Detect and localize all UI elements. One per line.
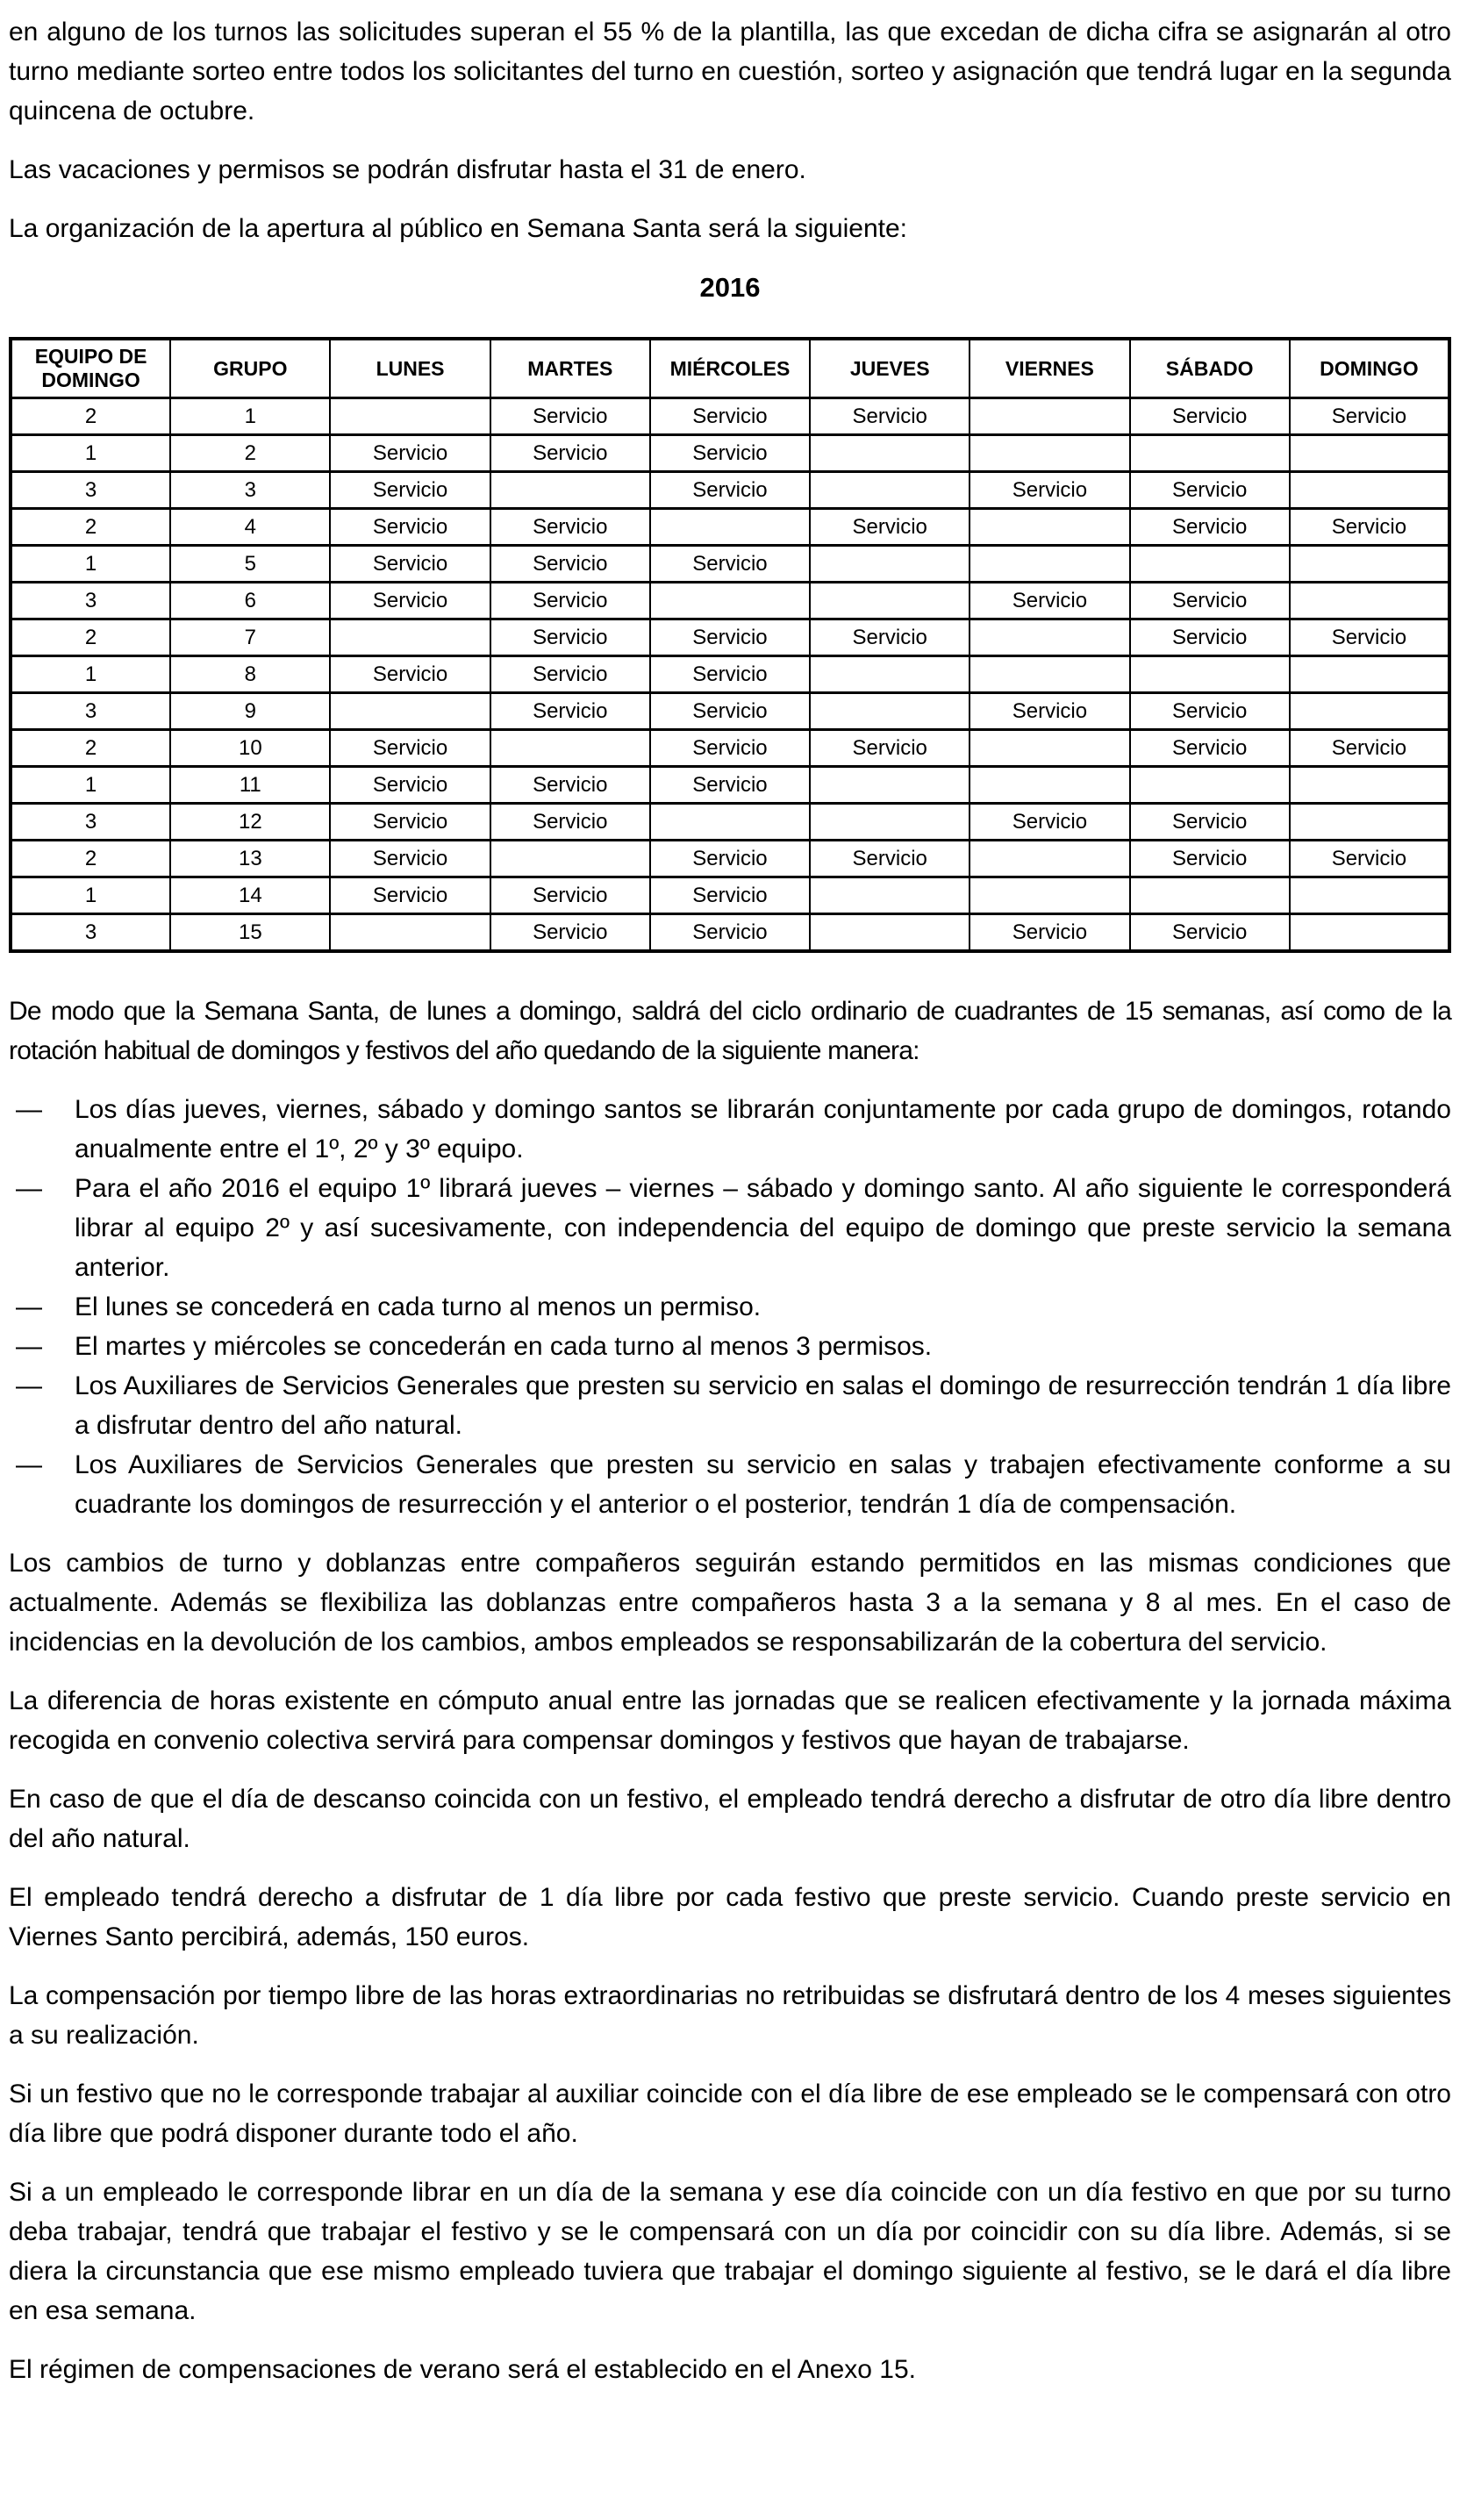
table-cell: Servicio <box>1130 841 1290 877</box>
table-cell: 3 <box>11 804 170 841</box>
table-cell: Servicio <box>1130 804 1290 841</box>
table-cell: 14 <box>170 877 330 914</box>
table-cell: Servicio <box>970 914 1129 952</box>
schedule-table-body <box>11 398 1449 952</box>
table-cell <box>1290 435 1449 472</box>
table-cell: Servicio <box>970 583 1129 619</box>
table-cell <box>970 767 1129 804</box>
table-cell: Servicio <box>650 398 810 435</box>
table-row <box>11 472 1449 509</box>
table-row <box>11 435 1449 472</box>
table-cell: 5 <box>170 546 330 583</box>
table-cell: 1 <box>11 767 170 804</box>
table-cell <box>810 767 970 804</box>
table-cell: 6 <box>170 583 330 619</box>
table-cell: Servicio <box>1130 472 1290 509</box>
table-cell: 7 <box>170 619 330 656</box>
table-cell: Servicio <box>810 841 970 877</box>
table-cell: Servicio <box>650 693 810 730</box>
table-cell: 3 <box>11 914 170 952</box>
table-cell <box>490 730 650 767</box>
table-cell: Servicio <box>1290 509 1449 546</box>
table-row <box>11 767 1449 804</box>
table-cell <box>1290 472 1449 509</box>
table-cell: 3 <box>170 472 330 509</box>
intro-section <box>9 12 1451 248</box>
table-cell <box>1290 804 1449 841</box>
table-cell <box>1130 877 1290 914</box>
table-cell <box>490 841 650 877</box>
paragraph: En caso de que el día de descanso coincida con un festivo, el empleado tendrá derecho a disfrutar de otro día libre dentro del año natural. <box>9 1785 1451 1853</box>
column-header: JUEVES <box>810 339 970 398</box>
table-row <box>11 693 1449 730</box>
table-cell <box>330 619 490 656</box>
list-item <box>9 1445 1451 1524</box>
table-cell: Servicio <box>330 472 490 509</box>
table-cell: Servicio <box>490 767 650 804</box>
table-cell <box>970 398 1129 435</box>
column-header: SÁBADO <box>1130 339 1290 398</box>
closing-section <box>9 1543 1451 2389</box>
table-cell: Servicio <box>970 693 1129 730</box>
dash-marker: — <box>16 1095 42 1124</box>
table-row <box>11 509 1449 546</box>
table-cell: Servicio <box>330 509 490 546</box>
table-cell: 2 <box>11 730 170 767</box>
table-cell <box>1290 656 1449 693</box>
table-row <box>11 546 1449 583</box>
table-cell: Servicio <box>1290 841 1449 877</box>
table-cell <box>1130 435 1290 472</box>
table-cell: Servicio <box>650 435 810 472</box>
table-cell: Servicio <box>1130 583 1290 619</box>
table-row <box>11 877 1449 914</box>
list-item-text: El martes y miércoles se concederán en cada turno al menos 3 permisos. <box>75 1332 933 1361</box>
table-cell <box>1130 767 1290 804</box>
column-header: GRUPO <box>170 339 330 398</box>
table-cell: Servicio <box>330 804 490 841</box>
table-cell <box>810 693 970 730</box>
table-cell <box>810 435 970 472</box>
table-cell: Servicio <box>330 841 490 877</box>
table-cell: Servicio <box>490 656 650 693</box>
table-cell: 1 <box>11 877 170 914</box>
table-row <box>11 619 1449 656</box>
table-cell: Servicio <box>1130 693 1290 730</box>
table-cell <box>810 546 970 583</box>
column-header: EQUIPO DE DOMINGO <box>11 339 170 398</box>
table-cell: Servicio <box>490 546 650 583</box>
table-cell: Servicio <box>970 472 1129 509</box>
table-cell: 13 <box>170 841 330 877</box>
table-cell <box>1290 546 1449 583</box>
table-cell <box>1290 693 1449 730</box>
table-cell <box>970 656 1129 693</box>
table-cell: 3 <box>11 472 170 509</box>
table-header-row <box>11 339 1449 398</box>
dash-marker: — <box>16 1450 42 1479</box>
dash-marker: — <box>16 1292 42 1321</box>
table-cell: 2 <box>11 509 170 546</box>
table-row <box>11 730 1449 767</box>
table-cell <box>1130 546 1290 583</box>
table-cell <box>1290 767 1449 804</box>
paragraph: en alguno de los turnos las solicitudes superan el 55 % de la plantilla, las que excedan de dicha cifra se asignarán al otro turno mediante sorteo entre todos los solicitantes del turno en cuestión, sorteo y asignación que tendrá lugar en la segunda quincena de octubre. <box>9 18 1451 125</box>
list-item-text: Los días jueves, viernes, sábado y domingo santos se librarán conjuntamente por cada grupo de domingos, rotando anualmente entre el 1º, 2º y 3º equipo. <box>75 1095 1451 1163</box>
list-item <box>9 1287 1451 1327</box>
paragraph: El empleado tendrá derecho a disfrutar de 1 día libre por cada festivo que preste servicio. Cuando preste servicio en Viernes Santo percibirá, además, 150 euros. <box>9 1883 1451 1951</box>
list-item <box>9 1169 1451 1287</box>
table-row <box>11 398 1449 435</box>
table-cell <box>970 841 1129 877</box>
table-cell: 2 <box>11 619 170 656</box>
table-cell <box>810 804 970 841</box>
table-cell: Servicio <box>1290 619 1449 656</box>
table-cell: 12 <box>170 804 330 841</box>
table-cell: Servicio <box>650 730 810 767</box>
table-cell <box>1290 583 1449 619</box>
list-item <box>9 1090 1451 1169</box>
table-cell <box>330 398 490 435</box>
table-cell: Servicio <box>650 767 810 804</box>
table-cell <box>650 583 810 619</box>
table-cell <box>970 435 1129 472</box>
table-cell <box>970 730 1129 767</box>
table-cell: Servicio <box>330 435 490 472</box>
paragraph: Si un festivo que no le corresponde trabajar al auxiliar coincide con el día libre de ese empleado se le compensará con otro día libre que podrá disponer durante todo el año. <box>9 2080 1451 2148</box>
table-cell: Servicio <box>490 693 650 730</box>
table-cell <box>1130 656 1290 693</box>
dash-marker: — <box>16 1332 42 1361</box>
table-cell: Servicio <box>490 877 650 914</box>
table-cell: Servicio <box>330 730 490 767</box>
paragraph: La organización de la apertura al público en Semana Santa será la siguiente: <box>9 214 908 243</box>
table-title: 2016 <box>699 272 761 303</box>
table-row <box>11 914 1449 952</box>
table-cell: Servicio <box>490 398 650 435</box>
table-cell: Servicio <box>1290 398 1449 435</box>
table-cell <box>970 877 1129 914</box>
schedule-table <box>9 337 1451 953</box>
table-cell: 3 <box>11 583 170 619</box>
table-cell: Servicio <box>650 472 810 509</box>
table-cell: Servicio <box>330 583 490 619</box>
table-cell: Servicio <box>330 877 490 914</box>
table-cell: 9 <box>170 693 330 730</box>
table-cell <box>330 693 490 730</box>
list-item <box>9 1327 1451 1366</box>
table-cell: Servicio <box>810 730 970 767</box>
table-cell <box>970 619 1129 656</box>
table-cell <box>810 583 970 619</box>
table-cell: Servicio <box>810 619 970 656</box>
table-cell: Servicio <box>330 767 490 804</box>
table-cell <box>810 656 970 693</box>
table-cell: Servicio <box>1290 730 1449 767</box>
column-header: DOMINGO <box>1290 339 1449 398</box>
paragraph: Los cambios de turno y doblanzas entre compañeros seguirán estando permitidos en las mismas condiciones que actualmente. Además se flexibiliza las doblanzas entre compañeros hasta 3 a la semana y 8 al mes. En el caso de incidencias en la devolución de los cambios, ambos empleados se responsabilizarán de la cobertura del servicio. <box>9 1549 1451 1657</box>
table-cell: 3 <box>11 693 170 730</box>
list-item-text: Los Auxiliares de Servicios Generales que presten su servicio en salas el domingo de resurrección tendrán 1 día libre a disfrutar dentro del año natural. <box>75 1371 1451 1440</box>
table-cell: Servicio <box>490 619 650 656</box>
table-cell: Servicio <box>810 398 970 435</box>
paragraph: Si a un empleado le corresponde librar en un día de la semana y ese día coincide con un día festivo en que por su turno deba trabajar, tendrá que trabajar el festivo y se le compensará con un día por coincidir con su día libre. Además, si se diera la circunstancia que ese mismo empleado tuviera que trabajar el domingo siguiente al festivo, se le dará el día libre en esa semana. <box>9 2178 1451 2325</box>
table-cell: Servicio <box>650 877 810 914</box>
table-cell: Servicio <box>490 435 650 472</box>
table-cell: Servicio <box>810 509 970 546</box>
table-cell: Servicio <box>490 914 650 952</box>
table-cell <box>810 877 970 914</box>
column-header: VIERNES <box>970 339 1129 398</box>
table-cell <box>810 914 970 952</box>
table-cell: 1 <box>11 546 170 583</box>
table-cell: 15 <box>170 914 330 952</box>
table-cell: Servicio <box>970 804 1129 841</box>
table-cell: Servicio <box>490 509 650 546</box>
column-header: MIÉRCOLES <box>650 339 810 398</box>
table-cell <box>810 472 970 509</box>
list-item-text: Para el año 2016 el equipo 1º librará jueves – viernes – sábado y domingo santo. Al año siguiente le corresponderá librar al equipo 2º y así sucesivamente, con independencia del equipo de domingo que preste servicio la semana anterior. <box>75 1174 1451 1282</box>
table-cell: 10 <box>170 730 330 767</box>
table-cell: Servicio <box>490 804 650 841</box>
table-cell: Servicio <box>1130 619 1290 656</box>
table-cell: Servicio <box>1130 730 1290 767</box>
table-cell: 2 <box>11 841 170 877</box>
table-cell: Servicio <box>490 583 650 619</box>
table-cell: Servicio <box>650 656 810 693</box>
table-cell: Servicio <box>650 619 810 656</box>
table-cell: Servicio <box>330 656 490 693</box>
table-cell: Servicio <box>1130 509 1290 546</box>
after-table-paragraph: De modo que la Semana Santa, de lunes a domingo, saldrá del ciclo ordinario de cuadrantes de 15 semanas, así como de la rotación habitual de domingos y festivos del año quedando de la siguiente manera: <box>9 997 1451 1065</box>
table-row <box>11 804 1449 841</box>
table-cell: 2 <box>170 435 330 472</box>
table-cell <box>650 509 810 546</box>
rules-list <box>9 1090 1451 1524</box>
table-cell <box>970 546 1129 583</box>
paragraph: Las vacaciones y permisos se podrán disfrutar hasta el 31 de enero. <box>9 155 806 184</box>
table-cell: Servicio <box>1130 914 1290 952</box>
table-cell: 2 <box>11 398 170 435</box>
table-cell: Servicio <box>1130 398 1290 435</box>
table-row <box>11 583 1449 619</box>
table-cell: 1 <box>11 435 170 472</box>
table-cell: Servicio <box>650 841 810 877</box>
dash-marker: — <box>16 1371 42 1400</box>
table-cell: Servicio <box>330 546 490 583</box>
table-cell: 8 <box>170 656 330 693</box>
table-cell: Servicio <box>650 914 810 952</box>
table-row <box>11 656 1449 693</box>
dash-marker: — <box>16 1174 42 1203</box>
table-row <box>11 841 1449 877</box>
table-cell <box>650 804 810 841</box>
table-cell <box>490 472 650 509</box>
list-item-text: El lunes se concederá en cada turno al menos un permiso. <box>75 1292 762 1321</box>
column-header: LUNES <box>330 339 490 398</box>
table-cell: 1 <box>170 398 330 435</box>
paragraph: La diferencia de horas existente en cómputo anual entre las jornadas que se realicen efectivamente y la jornada máxima recogida en convenio colectiva servirá para compensar domingos y festivos que hayan de trabajarse. <box>9 1686 1451 1755</box>
table-cell <box>330 914 490 952</box>
list-item-text: Los Auxiliares de Servicios Generales que presten su servicio en salas y trabajen efectivamente conforme a su cuadrante los domingos de resurrección y el anterior o el posterior, tendrán 1 día de compensación. <box>75 1450 1451 1519</box>
column-header: MARTES <box>490 339 650 398</box>
schedule-table-head <box>11 339 1449 398</box>
table-cell <box>970 509 1129 546</box>
table-cell: Servicio <box>650 546 810 583</box>
paragraph: La compensación por tiempo libre de las horas extraordinarias no retribuidas se disfrutará dentro de los 4 meses siguientes a su realización. <box>9 1981 1451 2050</box>
table-cell <box>1290 914 1449 952</box>
list-item <box>9 1366 1451 1445</box>
table-cell: 4 <box>170 509 330 546</box>
table-cell <box>1290 877 1449 914</box>
paragraph: El régimen de compensaciones de verano será el establecido en el Anexo 15. <box>9 2355 916 2384</box>
table-cell: 11 <box>170 767 330 804</box>
table-cell: 1 <box>11 656 170 693</box>
